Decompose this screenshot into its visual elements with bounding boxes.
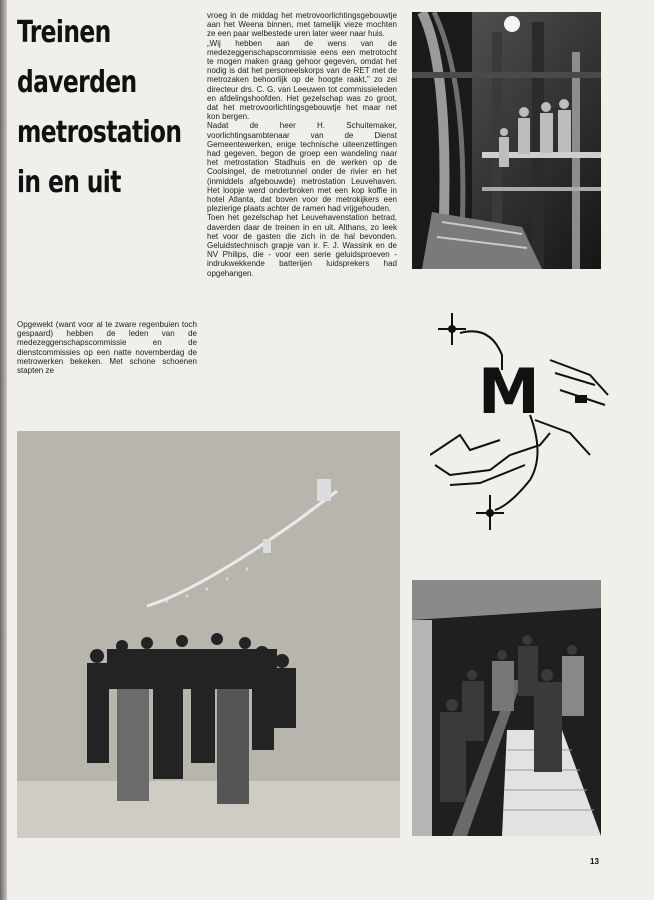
article-body	[207, 11, 397, 278]
page-number: 13	[590, 857, 599, 866]
intro-paragraph: Opgewekt (want voor al te zware regenbuien toch gespaard) hebben de leden van de medezeggenschapscommissie en de dienstcommissies op een natte novemberdag de metrowerken bekeken. Met schone schoenen stapten ze	[17, 320, 197, 376]
headline-line-4: in en uit	[17, 165, 121, 200]
body-paragraph-2: „Wij hebben aan de wens van de medezeggenschapscommissie eens een metrotocht te mogen maken graag gehoor gegeven, omdat het nodig is dat het personeelskorps van de RET met de metrozaken behoorlijk op de hoogte raakt,” zo zei directeur drs. C. G. van Leeuwen tot commissieleden en afdelingshoofden. Het gezelschap was zo groot, dat het metrovoorlichtingsgebouwtje het maar net kon bergen.	[207, 38, 397, 122]
body-paragraph-4: Toen het gezelschap het Leuvehavenstation betrad, daverden daar de treinen in en uit. Althans, zo leek het voor de gasten die zich in de hal bevonden. Geluidstechnisch grapje van ir. F. J. Wassink en de NV Philips, die - voor een serie geluidsproeven - indrukwekkende batterijen luidsprekers had opgehangen.	[207, 213, 397, 278]
article-headline	[17, 8, 182, 208]
headline-line-1: Treinen	[17, 15, 111, 50]
metro-logo-illustration	[430, 305, 610, 540]
page-gutter-shadow	[0, 0, 7, 900]
headline-line-3: metrostation	[17, 115, 182, 150]
headline-line-2: daverden	[17, 65, 137, 100]
body-paragraph-3: Nadat de heer H. Schuitemaker, voorlichtingsambtenaar van de Dienst Gemeentewerken, enige technische uiteenzettingen had gegeven, begon de groep een wandeling naar het metrostation Stadhuis en de werken op de Coolsingel, de metrotunnel onder de rivier en het (inmiddels afgebouwde) metrostation Leuvehaven. Het loopje werd onderbroken met een kop koffie in hotel Atlanta, dat boven voor de metrokijkers een plezierige plaats achter de ramen had vrijgehouden.	[207, 121, 397, 214]
station-stairs-photo	[412, 580, 601, 836]
body-paragraph-1: vroeg in de middag het metrovoorlichtingsgebouwtje aan het Weena binnen, met tamelijk vieze mochten ze een paar welbestede uren later weer naar huis.	[207, 11, 397, 39]
tunnel-group-photo	[17, 431, 400, 838]
logo-letter: M	[478, 355, 540, 428]
construction-shaft-photo	[412, 12, 601, 269]
